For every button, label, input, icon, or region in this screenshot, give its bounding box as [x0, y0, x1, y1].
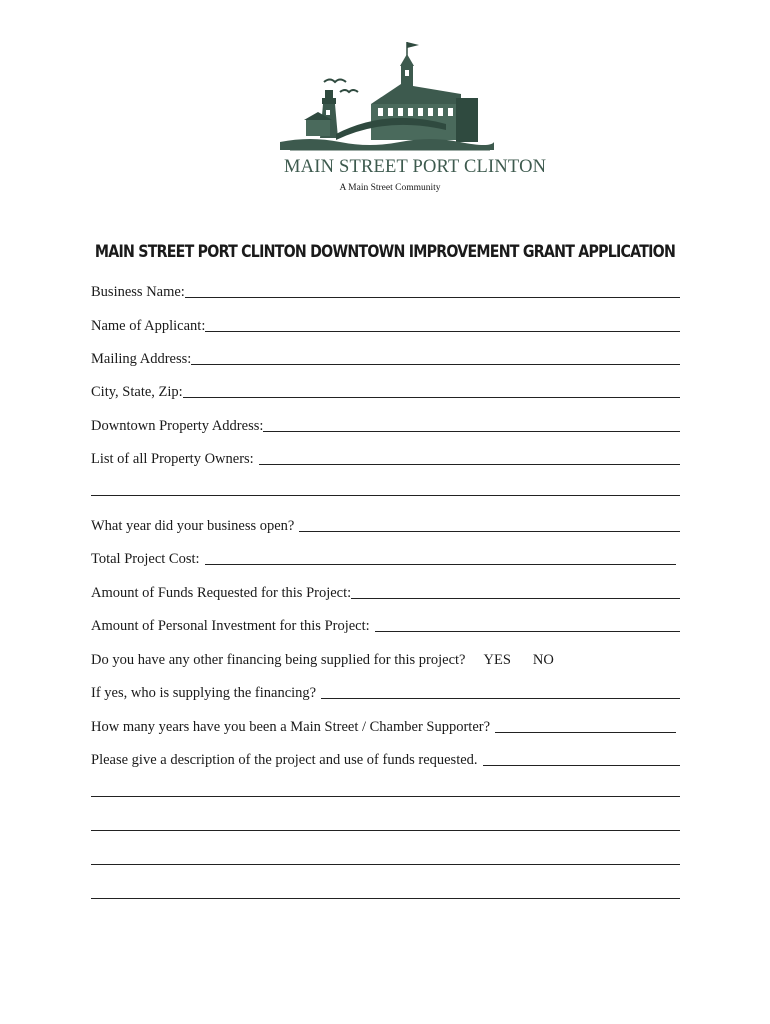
- supporter-years-label: How many years have you been a Main Street / Chamber Supporter?: [91, 719, 491, 735]
- applicant-row: [91, 315, 680, 335]
- year-opened-field[interactable]: [299, 530, 680, 532]
- financing-source-row: [91, 682, 680, 702]
- property-owners-field-continued[interactable]: [91, 495, 680, 496]
- funds-requested-label: Amount of Funds Requested for this Project:: [91, 585, 352, 601]
- main-street-logo: [276, 38, 547, 200]
- city-state-zip-field[interactable]: [183, 396, 680, 398]
- business-name-label: Business Name:: [91, 284, 185, 300]
- property-address-field[interactable]: [263, 430, 680, 432]
- property-owners-label: List of all Property Owners:: [91, 451, 254, 467]
- description-row: [91, 749, 680, 769]
- mailing-address-field[interactable]: [191, 363, 680, 365]
- description-line-1[interactable]: [91, 796, 680, 797]
- logo-name: MAIN STREET PORT CLINTON: [284, 157, 547, 177]
- personal-investment-row: [91, 615, 680, 635]
- logo-tagline: A Main Street Community: [339, 183, 441, 193]
- mailing-address-row: [91, 348, 680, 368]
- description-line-2[interactable]: [91, 830, 680, 831]
- supporter-years-field[interactable]: [495, 731, 676, 733]
- personal-investment-label: Amount of Personal Investment for this Project:: [91, 618, 370, 634]
- year-opened-row: [91, 515, 680, 535]
- funds-requested-field[interactable]: [351, 597, 680, 599]
- no-option[interactable]: NO: [532, 652, 554, 668]
- description-line-3[interactable]: [91, 864, 680, 865]
- property-address-label: Downtown Property Address:: [91, 418, 264, 434]
- other-financing-label: Do you have any other financing being supplied for this project?: [91, 652, 466, 668]
- financing-source-label: If yes, who is supplying the financing?: [91, 685, 317, 701]
- city-state-zip-label: City, State, Zip:: [91, 384, 183, 400]
- property-owners-field[interactable]: [259, 463, 680, 465]
- supporter-years-row: [91, 716, 676, 736]
- description-field[interactable]: [483, 764, 680, 766]
- mailing-address-label: Mailing Address:: [91, 351, 192, 367]
- business-name-field[interactable]: [185, 296, 680, 298]
- financing-source-field[interactable]: [321, 697, 680, 699]
- property-address-row: [91, 415, 680, 435]
- other-financing-row: [91, 649, 680, 669]
- description-label: Please give a description of the project and use of funds requested.: [91, 752, 478, 768]
- funds-requested-row: [91, 582, 680, 602]
- description-line-4[interactable]: [91, 898, 680, 899]
- total-cost-label: Total Project Cost:: [91, 551, 200, 567]
- lighthouse-town-illustration: [276, 38, 498, 158]
- total-cost-row: [91, 548, 676, 568]
- applicant-field[interactable]: [205, 330, 680, 332]
- year-opened-label: What year did your business open?: [91, 518, 295, 534]
- personal-investment-field[interactable]: [375, 630, 680, 632]
- city-state-zip-row: [91, 381, 680, 401]
- total-cost-field[interactable]: [205, 563, 676, 565]
- applicant-label: Name of Applicant:: [91, 318, 206, 334]
- page-title: MAIN STREET PORT CLINTON DOWNTOWN IMPROVEMENT GRANT APPLICATION: [94, 242, 676, 261]
- yes-option[interactable]: YES: [483, 652, 511, 668]
- business-name-row: [91, 281, 680, 301]
- property-owners-row: [91, 448, 680, 468]
